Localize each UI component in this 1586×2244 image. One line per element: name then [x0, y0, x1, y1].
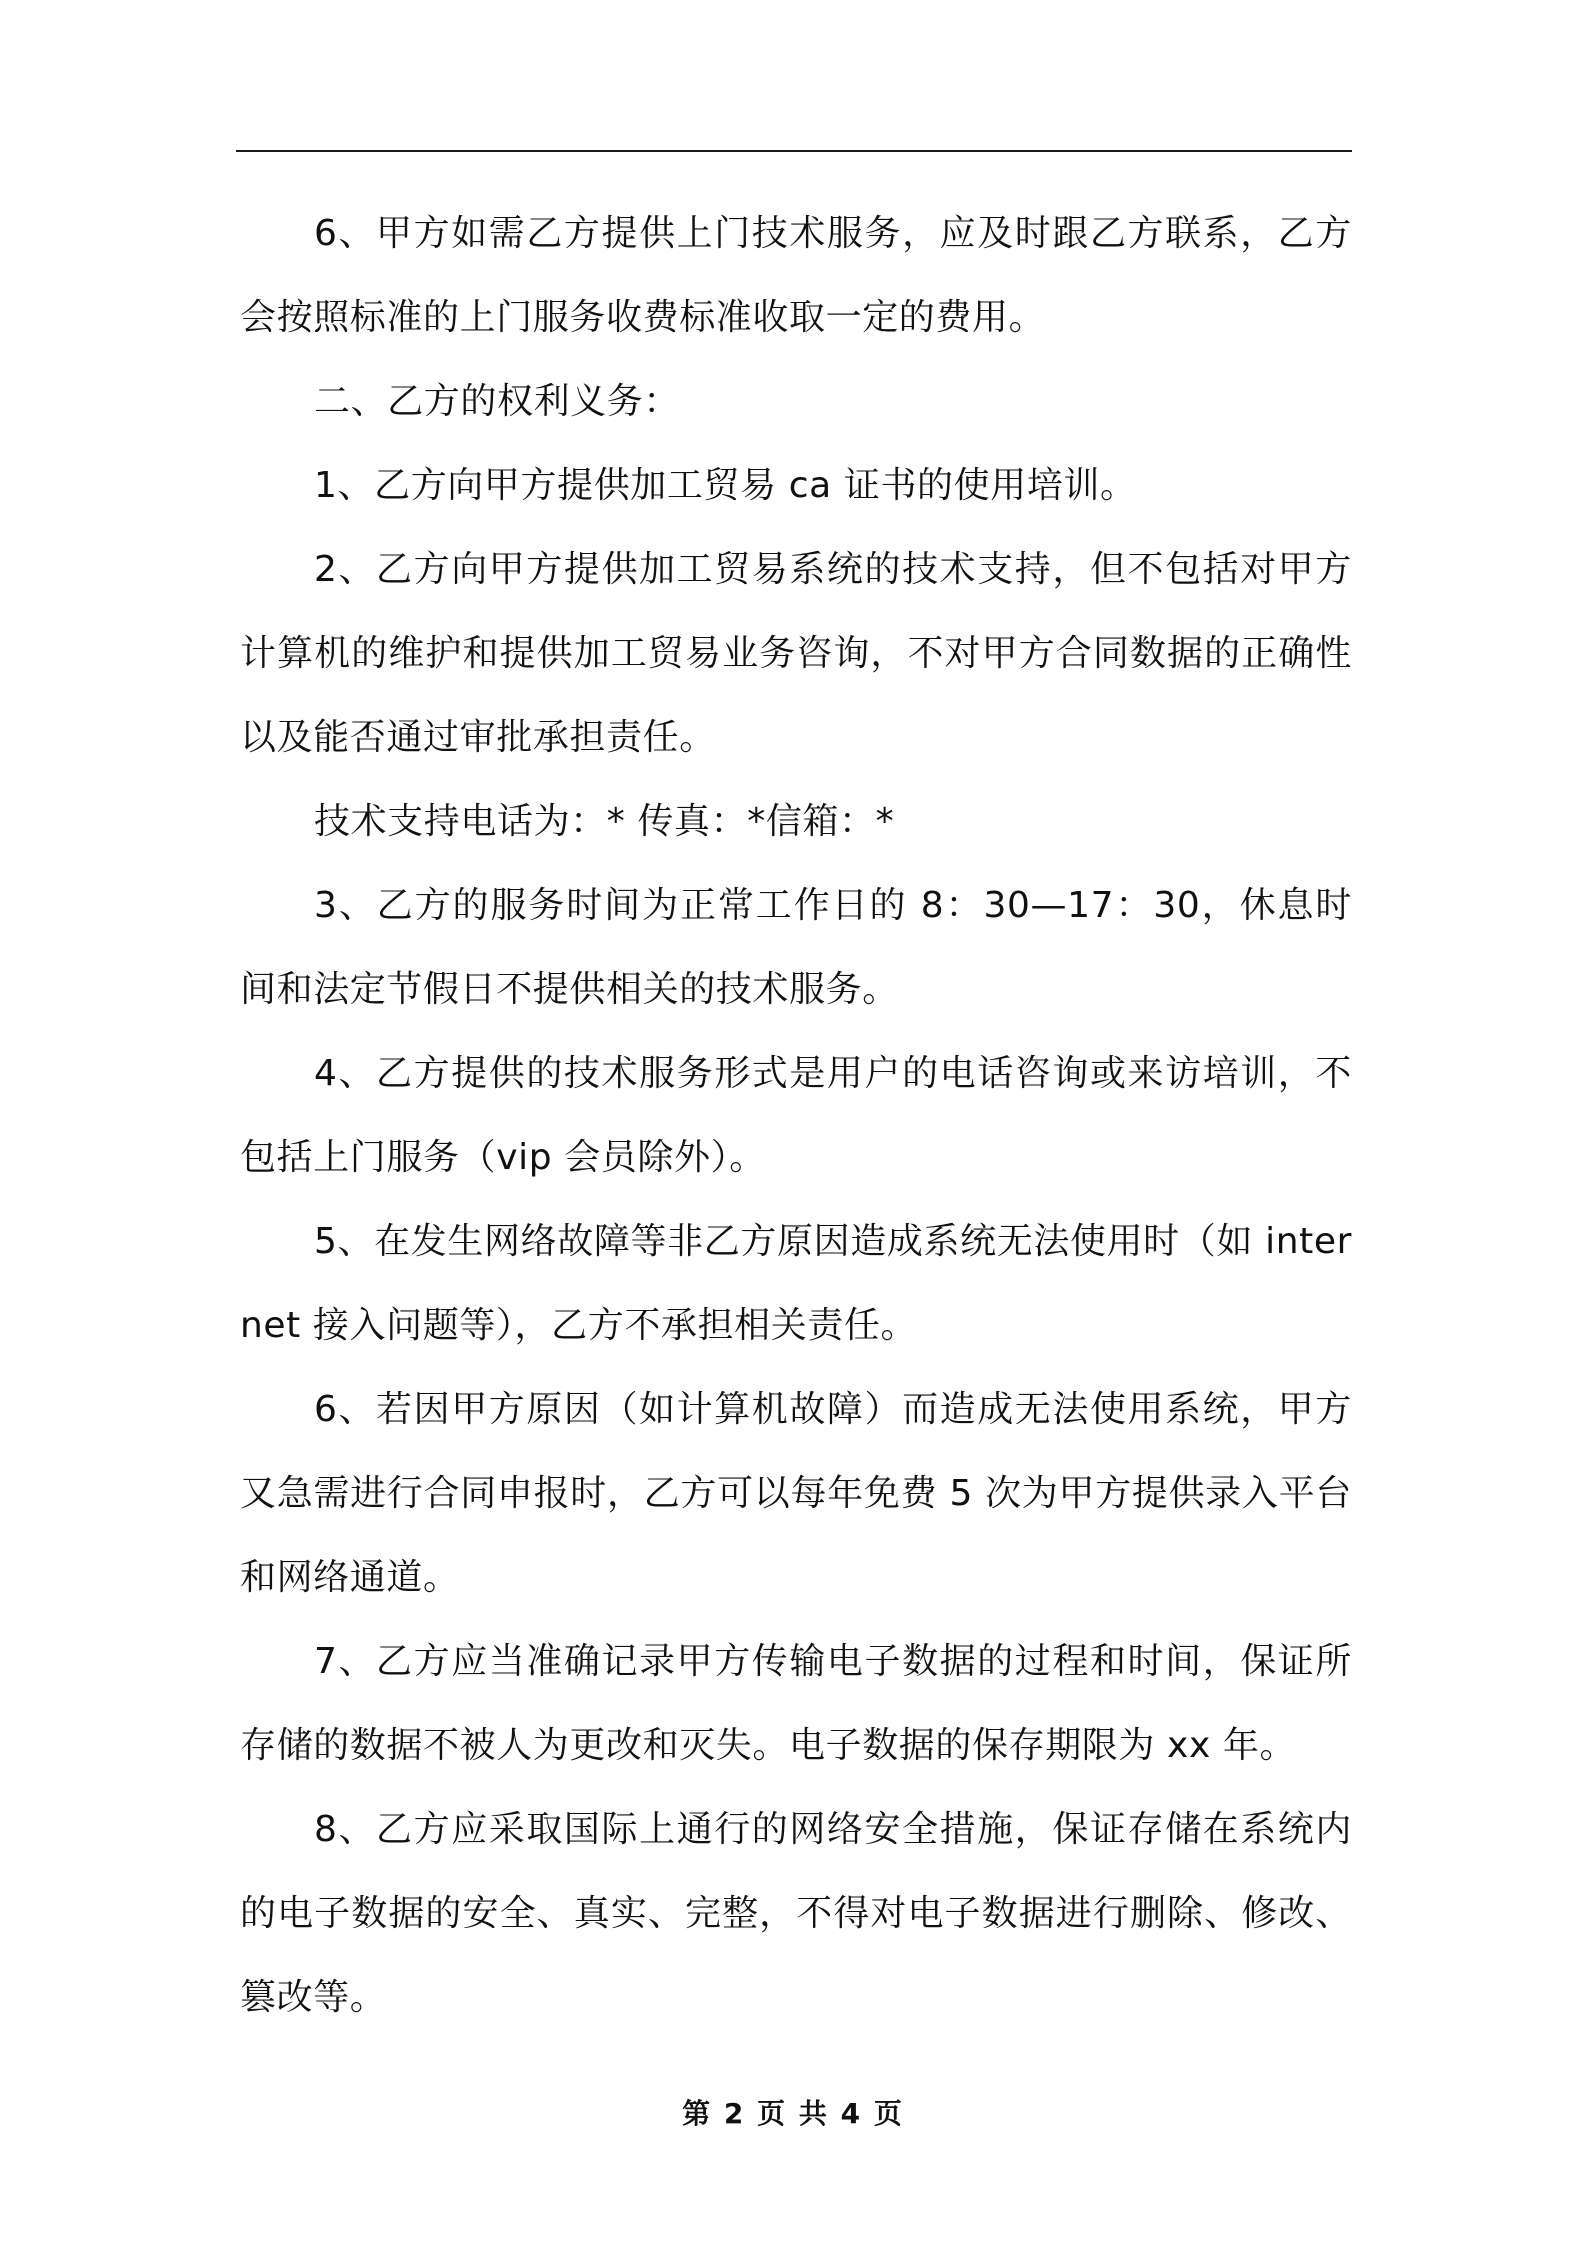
header-rule: [236, 150, 1352, 152]
page-number: 第 2 页 共 4 页: [682, 2097, 904, 2130]
paragraph: 7、乙方应当准确记录甲方传输电子数据的过程和时间，保证所存储的数据不被人为更改和灭失。电子数据的保存期限为 xx 年。: [240, 1641, 1352, 1766]
paragraph: 1、乙方向甲方提供加工贸易 ca 证书的使用培训。: [314, 465, 1137, 506]
document-body: [240, 192, 1352, 2040]
section-heading: 二、乙方的权利义务：: [314, 381, 681, 422]
paragraph: 6、若因甲方原因（如计算机故障）而造成无法使用系统，甲方又急需进行合同申报时，乙方可以每年免费 5 次为甲方提供录入平台和网络通道。: [240, 1389, 1352, 1598]
paragraph: 2、乙方向甲方提供加工贸易系统的技术支持，但不包括对甲方计算机的维护和提供加工贸易业务咨询，不对甲方合同数据的正确性以及能否通过审批承担责任。: [240, 549, 1352, 758]
paragraph: 6、甲方如需乙方提供上门技术服务，应及时跟乙方联系，乙方会按照标准的上门服务收费标准收取一定的费用。: [240, 213, 1352, 338]
paragraph: 5、在发生网络故障等非乙方原因造成系统无法使用时（如 internet 接入问题等），乙方不承担相关责任。: [240, 1221, 1352, 1346]
paragraph: 4、乙方提供的技术服务形式是用户的电话咨询或来访培训，不包括上门服务（vip 会员除外）。: [240, 1053, 1352, 1178]
paragraph: 3、乙方的服务时间为正常工作日的 8：30—17：30，休息时间和法定节假日不提供相关的技术服务。: [240, 885, 1352, 1010]
paragraph: 8、乙方应采取国际上通行的网络安全措施，保证存储在系统内的电子数据的安全、真实、完整，不得对电子数据进行删除、修改、篡改等。: [240, 1809, 1352, 2018]
paragraph: 技术支持电话为：* 传真：*信箱：*: [314, 801, 895, 842]
